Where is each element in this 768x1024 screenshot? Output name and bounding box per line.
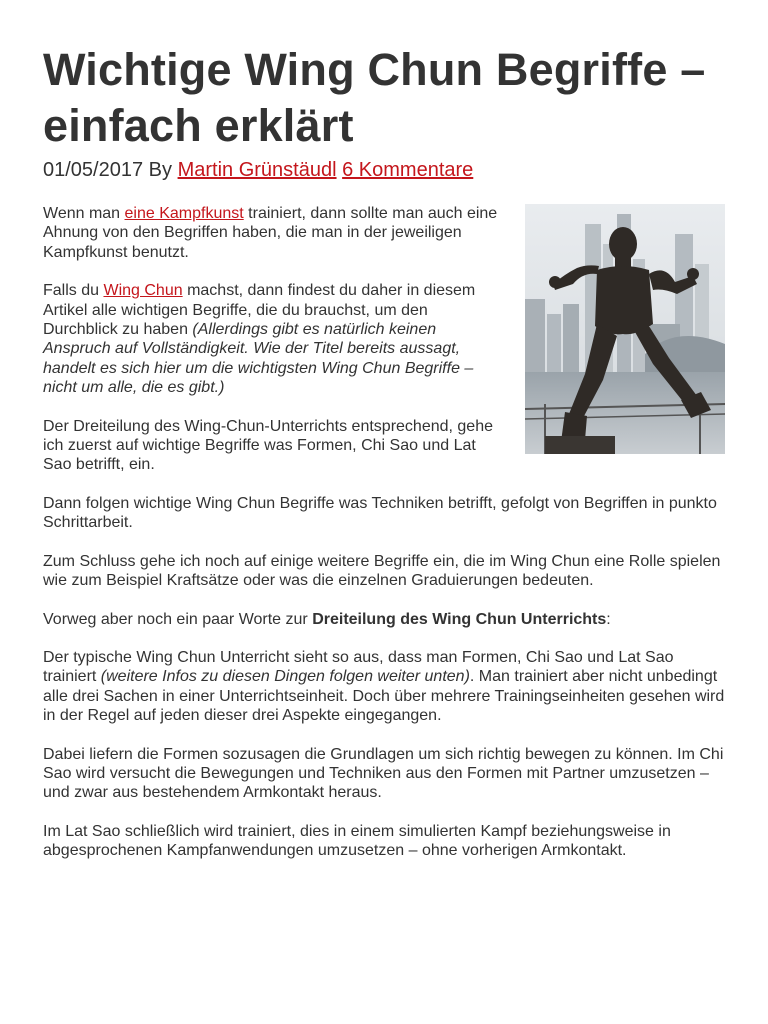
paragraph-6 [43,610,725,629]
paragraph-1-text-a: Wenn man [43,205,125,222]
paragraph-6-text-a: Vorweg aber noch ein paar Worte zur [43,610,313,628]
article-body [43,204,725,861]
link-eine-kampfkunst[interactable]: eine Kampfkunst [124,205,244,222]
article-date: 01/05/2017 [43,159,144,181]
article-by: By [148,159,173,181]
paragraph-2-text-a: Falls du [43,282,104,300]
paragraph-4: Dann folgen wichtige Wing Chun Begriffe was Techniken betrifft, gefolgt von Begriffen in punkto Schrittarbeit. [43,494,717,532]
paragraph-2-text-b: machst, dann findest du daher in diesem Artikel alle wichtigen Begriffe, die du brauchst, um den Durchblick zu haben [43,282,476,339]
paragraph-8: Dabei liefern die Formen sozusagen die Grundlagen um sich richtig bewegen zu können. Im Chi Sao wird versucht die Bewegungen und Techniken aus den Formen mit Partner umzusetzen – und zwar aus bestehendem Armkontakt heraus. [43,745,724,802]
author-link[interactable]: Martin Grünstäudl [177,159,337,181]
paragraph-1-text-b: trainiert, dann sollte man auch eine Ahnung von den Begriffen haben, die man in der jeweiligen Kampfkunst benutzt. [43,205,498,261]
paragraph-7-text-b: . Man trainiert aber nicht unbedingt alle drei Sachen in einer Unterrichtseinheit. Doch über mehrere Trainingseinheiten gesehen wird in der Regel auf jeden dieser drei Aspekte eingegangen. [43,668,725,725]
paragraph-6-bold: Dreiteilung des Wing Chun Unterrichts [312,610,607,628]
paragraph-5: Zum Schluss gehe ich noch auf einige weitere Begriffe ein, die im Wing Chun eine Rolle spielen wie zum Beispiel Kraftsätze oder was die einzelnen Graduierungen bedeuten. [43,552,721,590]
paragraph-3: Der Dreiteilung des Wing-Chun-Unterrichts entsprechend, gehe ich zuerst auf wichtige Begriffe was Formen, Chi Sao und Lat Sao betrifft, ein. [43,417,493,474]
link-wing-chun[interactable]: Wing Chun [103,282,183,300]
paragraph-7-italic: (weitere Infos zu diesen Dingen folgen weiter unten) [100,668,470,686]
paragraph-9: Im Lat Sao schließlich wird trainiert, dies in einem simulierten Kampf beziehungsweise in abgesprochenen Kampfanwendungen umzusetzen – ohne vorherigen Armkontakt. [43,822,671,860]
article-title: Wichtige Wing Chun Begriffe – einfach erklärt [43,44,706,151]
bruce-lee-statue-image [525,204,725,454]
paragraph-2-italic: (Allerdings gibt es natürlich keinen Anspruch auf Vollständigkeit. Wie der Titel bereits aussagt, handelt es sich hier um die wichtigsten Wing Chun Begriffe – nicht um alle, die es gibt.) [43,321,474,397]
paragraph-6-text-b: : [606,610,611,628]
paragraph-7-text-a: Der typische Wing Chun Unterricht sieht so aus, dass man Formen, Chi Sao und Lat Sao trainiert [43,648,674,686]
comments-link[interactable]: 6 Kommentare [342,159,474,181]
paragraph-7 [43,648,725,726]
article-meta [43,157,725,183]
